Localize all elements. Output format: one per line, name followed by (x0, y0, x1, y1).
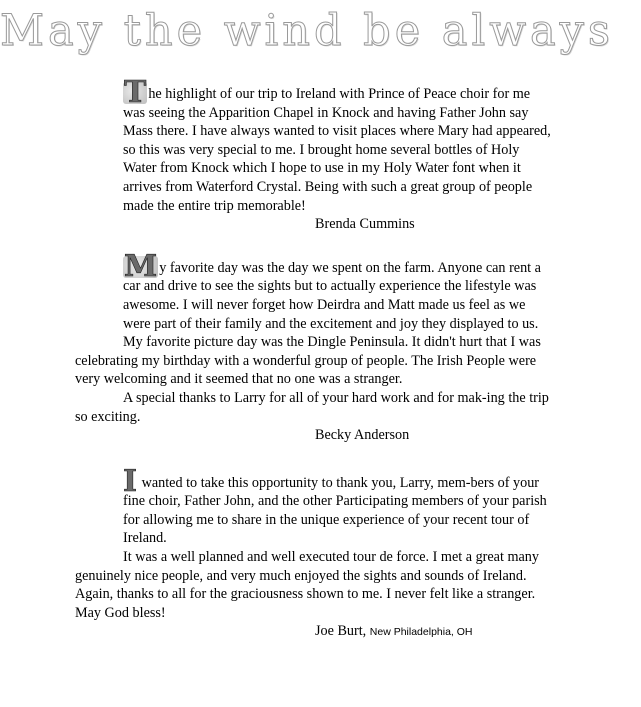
dropcap-m: M (124, 248, 158, 284)
letters-column (75, 75, 555, 642)
dropcap-i: I (123, 463, 138, 499)
dropcap-t: T (124, 75, 147, 110)
letter-paragraph: My favorite picture day was the Dingle Peninsula. It didn't hurt that I was celebrating my birthday with a wonderful group of people. The Irish People were very welcoming and it seemed that no one was a stranger. (75, 334, 541, 388)
letter-paragraph: A special thanks to Larry for all of your hard work and for mak-ing the trip so exciting. (75, 389, 549, 425)
letter-paragraph (75, 463, 555, 548)
letter-joe (75, 463, 555, 642)
signature-location: New Philadelphia, OH (369, 626, 473, 639)
letter-paragraph: It was a well planned and well executed tour de force. I met a great many genuinely nice people, and very much enjoyed the sights and sounds of Ireland. Again, thanks to all for the graciousness shown to me. I never felt like a stranger. May God bless! (75, 549, 539, 621)
banner-title: May the wind be always (0, 6, 614, 56)
letter-text: wanted to take this opportunity to thank you, Larry, mem-bers of your fine choir, Father John, and the other Participating members of your parish for allowing me to share in the unique experience of your recent tour of Ireland. (123, 474, 547, 547)
signature (75, 622, 555, 642)
letter-becky (75, 248, 555, 445)
letter-paragraph (75, 75, 555, 215)
signature: Brenda Cummins (315, 216, 415, 233)
letter-paragraph (75, 248, 555, 333)
letter-text: y favorite day was the day we spent on the farm. Anyone can rent a car and drive to see the sights but to actually experience the lifestyle was awesome. I will never forget how Deirdra and Matt made us feel as we were part of their family and the excitement and joy they displayed to us. (123, 259, 541, 332)
signature: Becky Anderson (315, 427, 410, 444)
signature-name: Joe Burt, (315, 623, 367, 640)
letter-text: he highlight of our trip to Ireland with Prince of Peace choir for me was seeing the Apparition Chapel in Knock and having Father John say Mass there. I have always wanted to visit places where Mary had appeared, so this was very special to me. I brought home several bottles of Holy Water from Knock which I hope to use in my Holy Water font when it arrives from Waterford Crystal. Being with such a great group of people made the entire trip memorable! (123, 86, 551, 214)
letter-brenda (75, 75, 555, 234)
